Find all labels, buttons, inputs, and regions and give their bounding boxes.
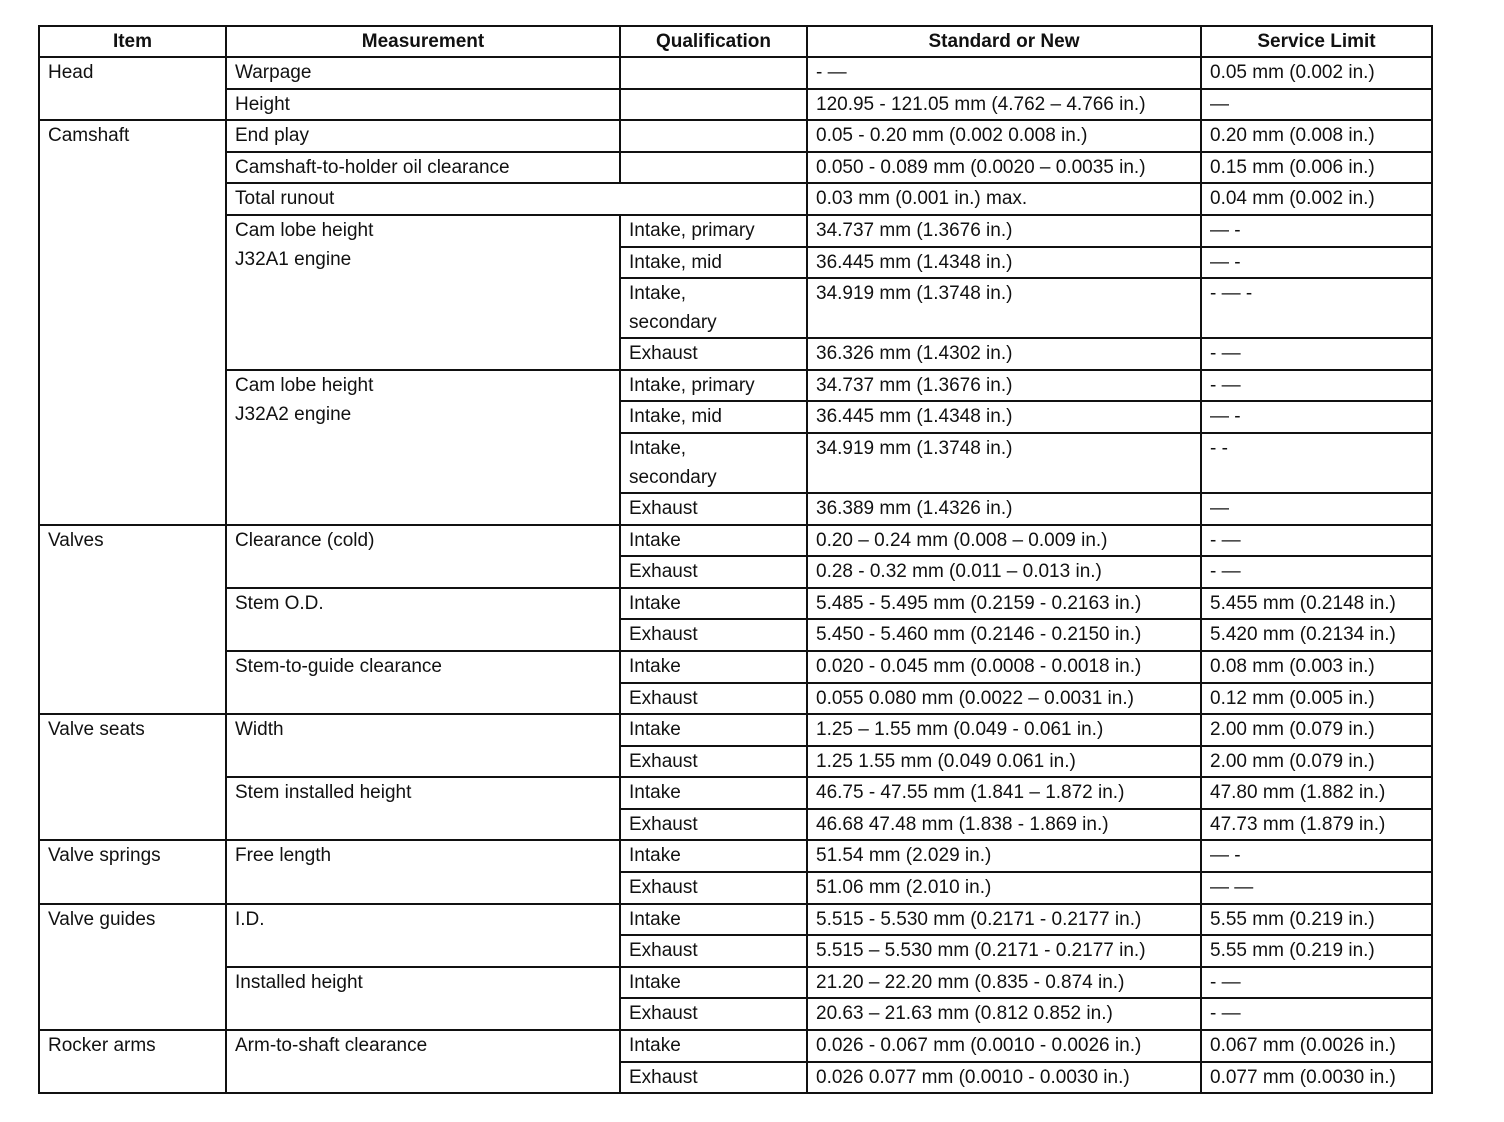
qualification-line: Intake,	[629, 283, 687, 305]
limit-cell: - —	[1201, 338, 1432, 370]
limit-cell: 0.067 mm (0.0026 in.)	[1201, 1030, 1432, 1062]
table-row	[39, 525, 1432, 557]
item-cell: Valve springs	[39, 840, 226, 903]
measurement-cell: Free length	[226, 840, 620, 903]
specifications-table	[38, 25, 1433, 1094]
measurement-cell: Arm-to-shaft clearance	[226, 1030, 620, 1093]
limit-cell: 5.55 mm (0.219 in.)	[1201, 904, 1432, 936]
standard-cell: 21.20 – 22.20 mm (0.835 - 0.874 in.)	[807, 967, 1201, 999]
limit-cell: - —	[1201, 525, 1432, 557]
limit-cell: — -	[1201, 247, 1432, 279]
standard-cell: 0.026 0.077 mm (0.0010 - 0.0030 in.)	[807, 1062, 1201, 1094]
item-cell: Valves	[39, 525, 226, 715]
cam-lobe-label: Cam lobe height	[235, 219, 374, 241]
limit-cell: - -	[1201, 433, 1432, 493]
limit-cell: - —	[1201, 967, 1432, 999]
table-row	[39, 215, 1432, 247]
limit-cell: 0.12 mm (0.005 in.)	[1201, 683, 1432, 715]
measurement-cell: Warpage	[226, 57, 620, 89]
qualification-line: secondary	[629, 312, 717, 334]
qualification-cell: Exhaust	[620, 872, 807, 904]
standard-cell: 34.737 mm (1.3676 in.)	[807, 215, 1201, 247]
engine-label: J32A2 engine	[235, 403, 352, 425]
limit-cell: — -	[1201, 215, 1432, 247]
table-row	[39, 777, 1432, 809]
item-cell: Head	[39, 57, 226, 120]
limit-cell: 5.55 mm (0.219 in.)	[1201, 935, 1432, 967]
limit-cell: 0.20 mm (0.008 in.)	[1201, 120, 1432, 152]
standard-cell: 1.25 1.55 mm (0.049 0.061 in.)	[807, 746, 1201, 778]
qualification-cell: Intake	[620, 1030, 807, 1062]
qualification-cell: Intake	[620, 904, 807, 936]
limit-cell: — —	[1201, 872, 1432, 904]
standard-cell: 5.515 - 5.530 mm (0.2171 - 0.2177 in.)	[807, 904, 1201, 936]
qualification-cell: Exhaust	[620, 935, 807, 967]
standard-cell: 120.95 - 121.05 mm (4.762 – 4.766 in.)	[807, 89, 1201, 121]
standard-cell: 0.03 mm (0.001 in.) max.	[807, 183, 1201, 215]
qualification-cell	[620, 120, 807, 152]
limit-cell: 0.15 mm (0.006 in.)	[1201, 152, 1432, 184]
qualification-cell: Exhaust	[620, 556, 807, 588]
qualification-line: Intake,	[629, 437, 687, 459]
measurement-cell: Clearance (cold)	[226, 525, 620, 588]
standard-cell: 34.919 mm (1.3748 in.)	[807, 278, 1201, 338]
table-row	[39, 967, 1432, 999]
standard-cell: - —	[807, 57, 1201, 89]
limit-cell: - — -	[1201, 278, 1432, 338]
qualification-cell: Exhaust	[620, 1062, 807, 1094]
measurement-cell: Height	[226, 89, 620, 121]
standard-cell: 36.445 mm (1.4348 in.)	[807, 247, 1201, 279]
measurement-cell: Camshaft-to-holder oil clearance	[226, 152, 620, 184]
qualification-cell: Exhaust	[620, 998, 807, 1030]
measurement-cell: I.D.	[226, 904, 620, 967]
measurement-cell: Stem O.D.	[226, 588, 620, 651]
table-row	[39, 183, 1432, 215]
cam-lobe-label: Cam lobe height	[235, 374, 374, 396]
limit-cell: —	[1201, 89, 1432, 121]
limit-cell: - —	[1201, 998, 1432, 1030]
limit-cell: - —	[1201, 370, 1432, 402]
qualification-cell: Intake, mid	[620, 247, 807, 279]
limit-cell: 2.00 mm (0.079 in.)	[1201, 714, 1432, 746]
measurement-cell: Installed height	[226, 967, 620, 1030]
standard-cell: 0.28 - 0.32 mm (0.011 – 0.013 in.)	[807, 556, 1201, 588]
qualification-cell: Exhaust	[620, 809, 807, 841]
standard-cell: 51.54 mm (2.029 in.)	[807, 840, 1201, 872]
limit-cell: 5.420 mm (0.2134 in.)	[1201, 619, 1432, 651]
standard-cell: 5.450 - 5.460 mm (0.2146 - 0.2150 in.)	[807, 619, 1201, 651]
header-item: Item	[39, 26, 226, 57]
measurement-cell: End play	[226, 120, 620, 152]
standard-cell: 20.63 – 21.63 mm (0.812 0.852 in.)	[807, 998, 1201, 1030]
standard-cell: 34.919 mm (1.3748 in.)	[807, 433, 1201, 493]
table-row	[39, 152, 1432, 184]
standard-cell: 34.737 mm (1.3676 in.)	[807, 370, 1201, 402]
table-row	[39, 651, 1432, 683]
qualification-cell: Intake	[620, 714, 807, 746]
header-measurement: Measurement	[226, 26, 620, 57]
standard-cell: 0.20 – 0.24 mm (0.008 – 0.009 in.)	[807, 525, 1201, 557]
qualification-cell	[620, 57, 807, 89]
qualification-cell	[620, 278, 807, 338]
standard-cell: 0.055 0.080 mm (0.0022 – 0.0031 in.)	[807, 683, 1201, 715]
qualification-cell	[620, 89, 807, 121]
limit-cell: 2.00 mm (0.079 in.)	[1201, 746, 1432, 778]
table-row	[39, 370, 1432, 402]
qualification-cell: Intake	[620, 651, 807, 683]
qualification-cell: Intake, mid	[620, 401, 807, 433]
qualification-cell	[620, 152, 807, 184]
table-row	[39, 120, 1432, 152]
qualification-cell: Exhaust	[620, 338, 807, 370]
standard-cell: 0.050 - 0.089 mm (0.0020 – 0.0035 in.)	[807, 152, 1201, 184]
standard-cell: 5.485 - 5.495 mm (0.2159 - 0.2163 in.)	[807, 588, 1201, 620]
standard-cell: 51.06 mm (2.010 in.)	[807, 872, 1201, 904]
item-cell: Camshaft	[39, 120, 226, 524]
measurement-cell	[226, 370, 620, 525]
header-standard: Standard or New	[807, 26, 1201, 57]
header-service-limit: Service Limit	[1201, 26, 1432, 57]
header-qualification: Qualification	[620, 26, 807, 57]
qualification-cell: Exhaust	[620, 683, 807, 715]
limit-cell: 0.05 mm (0.002 in.)	[1201, 57, 1432, 89]
limit-cell: —	[1201, 493, 1432, 525]
limit-cell: 47.80 mm (1.882 in.)	[1201, 777, 1432, 809]
item-cell: Rocker arms	[39, 1030, 226, 1093]
qualification-line: secondary	[629, 466, 717, 488]
qualification-cell: Intake	[620, 967, 807, 999]
table-row	[39, 904, 1432, 936]
table-row	[39, 714, 1432, 746]
table-row	[39, 588, 1432, 620]
standard-cell: 36.389 mm (1.4326 in.)	[807, 493, 1201, 525]
qualification-cell: Intake	[620, 840, 807, 872]
table-row	[39, 840, 1432, 872]
item-cell: Valve seats	[39, 714, 226, 840]
standard-cell: 46.75 - 47.55 mm (1.841 – 1.872 in.)	[807, 777, 1201, 809]
limit-cell: — -	[1201, 840, 1432, 872]
limit-cell: 5.455 mm (0.2148 in.)	[1201, 588, 1432, 620]
standard-cell: 1.25 – 1.55 mm (0.049 - 0.061 in.)	[807, 714, 1201, 746]
table-row	[39, 57, 1432, 89]
measurement-cell	[226, 215, 620, 370]
measurement-cell: Total runout	[226, 183, 807, 215]
qualification-cell: Exhaust	[620, 493, 807, 525]
qualification-cell: Intake	[620, 777, 807, 809]
standard-cell: 36.445 mm (1.4348 in.)	[807, 401, 1201, 433]
qualification-cell: Intake	[620, 588, 807, 620]
measurement-cell: Stem-to-guide clearance	[226, 651, 620, 714]
standard-cell: 36.326 mm (1.4302 in.)	[807, 338, 1201, 370]
qualification-cell: Exhaust	[620, 619, 807, 651]
standard-cell: 0.020 - 0.045 mm (0.0008 - 0.0018 in.)	[807, 651, 1201, 683]
standard-cell: 0.026 - 0.067 mm (0.0010 - 0.0026 in.)	[807, 1030, 1201, 1062]
limit-cell: - —	[1201, 556, 1432, 588]
standard-cell: 0.05 - 0.20 mm (0.002 0.008 in.)	[807, 120, 1201, 152]
qualification-cell: Intake, primary	[620, 370, 807, 402]
qualification-cell: Intake, primary	[620, 215, 807, 247]
qualification-cell: Intake	[620, 525, 807, 557]
limit-cell: 0.08 mm (0.003 in.)	[1201, 651, 1432, 683]
limit-cell: 0.04 mm (0.002 in.)	[1201, 183, 1432, 215]
standard-cell: 5.515 – 5.530 mm (0.2171 - 0.2177 in.)	[807, 935, 1201, 967]
measurement-cell: Stem installed height	[226, 777, 620, 840]
engine-label: J32A1 engine	[235, 248, 352, 270]
limit-cell: — -	[1201, 401, 1432, 433]
table-row	[39, 89, 1432, 121]
standard-cell: 46.68 47.48 mm (1.838 - 1.869 in.)	[807, 809, 1201, 841]
qualification-cell	[620, 433, 807, 493]
header-row	[39, 26, 1432, 57]
qualification-cell: Exhaust	[620, 746, 807, 778]
measurement-cell: Width	[226, 714, 620, 777]
limit-cell: 0.077 mm (0.0030 in.)	[1201, 1062, 1432, 1094]
item-cell: Valve guides	[39, 904, 226, 1030]
table-row	[39, 1030, 1432, 1062]
limit-cell: 47.73 mm (1.879 in.)	[1201, 809, 1432, 841]
